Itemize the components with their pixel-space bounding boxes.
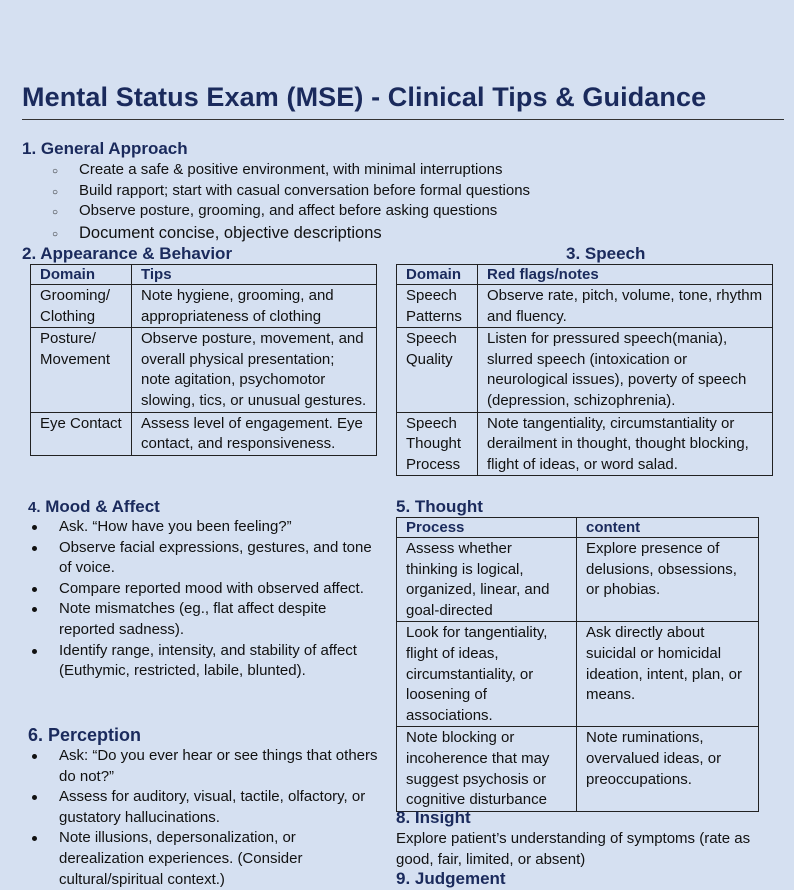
domain-cell: Eye Contact <box>31 412 132 455</box>
process-cell: Note blocking or incoherence that may suggest psychosis or cognitive disturbance <box>397 727 577 811</box>
judgement-heading: 9. Judgement <box>396 869 506 888</box>
table-row <box>397 538 759 622</box>
mood-affect-heading <box>28 497 160 517</box>
thought-heading: 5. Thought <box>396 497 483 516</box>
insight-heading: 8. Insight <box>396 808 471 827</box>
mood-affect-list <box>22 517 382 682</box>
table-row <box>31 328 377 412</box>
notes-cell: Observe rate, pitch, volume, tone, rhythm and fluency. <box>478 285 773 328</box>
list-item: ○ Document concise, objective descriptions <box>22 222 722 244</box>
table-header-row <box>397 518 759 538</box>
content-cell: Explore presence of delusions, obsessions, or phobias. <box>577 538 759 622</box>
mood-affect-title: Mood & Affect <box>45 497 160 516</box>
domain-cell: Speech Patterns <box>397 285 478 328</box>
general-approach-list <box>22 160 722 244</box>
page-title: Mental Status Exam (MSE) - Clinical Tips & Guidance <box>22 82 707 112</box>
table-header-row <box>31 265 377 285</box>
list-item: Compare reported mood with observed affect. <box>22 579 382 600</box>
list-item: ○ Create a safe & positive environment, with minimal interruptions <box>22 160 722 181</box>
general-approach-heading: 1. General Approach <box>22 139 188 158</box>
table-row <box>397 622 759 727</box>
perception-heading: 6. Perception <box>28 725 142 745</box>
column-header-content: content <box>577 518 759 538</box>
tips-cell: Note hygiene, grooming, and appropriateness of clothing <box>132 285 377 328</box>
domain-cell: Grooming/ Clothing <box>31 285 132 328</box>
domain-cell: Posture/ Movement <box>31 328 132 412</box>
list-item: Observe facial expressions, gestures, and tone of voice. <box>22 538 382 579</box>
content-cell: Ask directly about suicidal or homicidal ideation, intent, plan, or means. <box>577 622 759 727</box>
mood-affect-number: 4. <box>28 499 41 516</box>
list-item: ○ Build rapport; start with casual conversation before formal questions <box>22 181 722 202</box>
list-item: ○ Observe posture, grooming, and affect before asking questions <box>22 201 722 222</box>
content-cell: Note ruminations, overvalued ideas, or preoccupations. <box>577 727 759 811</box>
table-row <box>31 285 377 328</box>
table-row <box>397 412 773 476</box>
table-row <box>397 328 773 412</box>
table-row <box>31 412 377 455</box>
column-header-process: Process <box>397 518 577 538</box>
domain-cell: Speech Quality <box>397 328 478 412</box>
column-header-red-flags: Red flags/notes <box>478 265 773 285</box>
list-item: Ask. “How have you been feeling?” <box>22 517 382 538</box>
notes-cell: Listen for pressured speech(mania), slurred speech (intoxication or neurological issues), poverty of speech (depression, schizophrenia). <box>478 328 773 412</box>
table-header-row <box>397 265 773 285</box>
appearance-behavior-table <box>30 264 377 456</box>
appearance-behavior-heading: 2. Appearance & Behavior <box>22 244 233 263</box>
column-header-domain: Domain <box>31 265 132 285</box>
tips-cell: Observe posture, movement, and overall physical presentation; note agitation, psychomotor slowing, tics, or unusual gestures. <box>132 328 377 412</box>
table-row <box>397 285 773 328</box>
process-cell: Look for tangentiality, flight of ideas, circumstantiality, or loosening of associations. <box>397 622 577 727</box>
process-cell: Assess whether thinking is logical, organized, linear, and goal-directed <box>397 538 577 622</box>
speech-table <box>396 264 773 476</box>
column-header-tips: Tips <box>132 265 377 285</box>
title-underline <box>22 119 784 120</box>
domain-cell: Speech Thought Process <box>397 412 478 476</box>
table-row <box>397 727 759 811</box>
list-item: Identify range, intensity, and stability of affect (Euthymic, restricted, labile, blunted). <box>22 641 382 682</box>
notes-cell: Note tangentiality, circumstantiality or derailment in thought, thought blocking, flight of ideas, or word salad. <box>478 412 773 476</box>
tips-cell: Assess level of engagement. Eye contact, and responsiveness. <box>132 412 377 455</box>
speech-heading: 3. Speech <box>566 244 646 263</box>
thought-table <box>396 517 759 812</box>
list-item: Assess for auditory, visual, tactile, olfactory, or gustatory hallucinations. <box>22 787 382 828</box>
list-item: Ask: “Do you ever hear or see things that others do not?” <box>22 746 382 787</box>
perception-list <box>22 746 382 890</box>
list-item: Note mismatches (eg., flat affect despite reported sadness). <box>22 599 382 640</box>
list-item: Note illusions, depersonalization, or derealization experiences. (Consider cultural/spiritual context.) <box>22 828 382 890</box>
column-header-domain: Domain <box>397 265 478 285</box>
insight-text: Explore patient’s understanding of symptoms (rate as good, fair, limited, or absent) <box>396 830 751 868</box>
